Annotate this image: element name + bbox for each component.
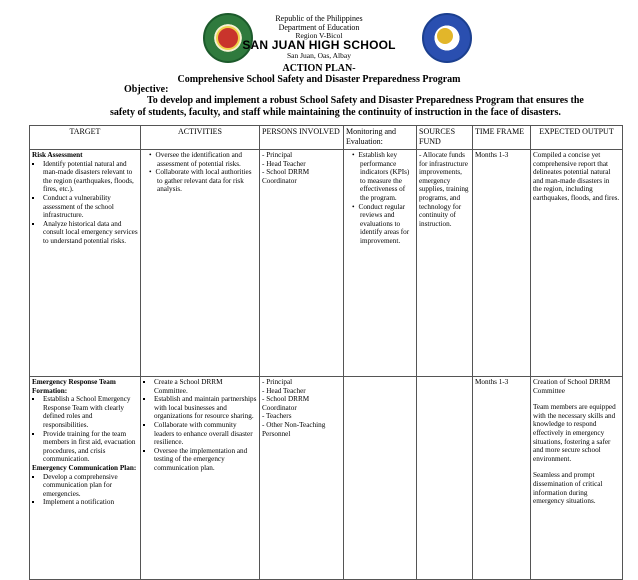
cell-activities	[141, 377, 260, 580]
list-item: ▪ Oversee the implementation and testing of the emergency communication plan.	[154, 447, 257, 473]
cell-monitoring	[344, 377, 417, 580]
cell-target	[30, 150, 141, 377]
plan-subtitle: Comprehensive School Safety and Disaster Preparedness Program	[177, 74, 461, 85]
objective-text: To develop and implement a robust School Safety and Disaster Preparedness Program that ensures the safety of students, faculty, and staff while maintaining the continuity of instruction in the face of disasters.	[110, 95, 584, 118]
header-output: EXPECTED OUTPUT	[531, 126, 623, 150]
list-item: ▪ Identify potential natural and man-made disasters relevant to the region (earthquakes, floods, fires, etc.).	[43, 160, 138, 194]
action-plan-table	[29, 125, 623, 580]
header-sources: SOURCES FUND	[417, 126, 473, 150]
header-time: TIME FRAME	[473, 126, 531, 150]
cell-sources	[417, 377, 473, 580]
list-item: ▪ Establish a School Emergency Response Team with clearly defined roles and responsibilities.	[43, 395, 138, 429]
person-item: - Principal	[262, 378, 293, 386]
list-item: • Oversee the identification and assessment of potential risks.	[157, 151, 257, 168]
school-name: SAN JUAN HIGH SCHOOL	[242, 38, 396, 52]
plan-title: ACTION PLAN-	[282, 63, 356, 74]
cell-activities	[141, 150, 260, 377]
target-title: Emergency Communication Plan:	[32, 463, 137, 472]
list-item: ▪ Conduct a vulnerability assessment of the school infrastructure.	[43, 194, 138, 220]
list-item: ▪ Create a School DRRM Committee.	[154, 378, 257, 395]
header-target: TARGET	[30, 126, 141, 150]
target-title: Emergency Response Team Formation:	[32, 378, 116, 395]
target-title: Risk Assessment	[32, 151, 83, 159]
cell-persons	[260, 150, 344, 377]
person-item: - School DRRM Coordinator	[262, 395, 310, 412]
cell-time: Months 1-3	[473, 377, 531, 580]
cell-output: Compiled a concise yet comprehensive report that delineates potential natural and man-made disasters in the region, including earthquakes, floods, and fires.	[531, 150, 623, 377]
list-item: ▪ Analyze historical data and consult local emergency services to understand potential risks.	[43, 220, 138, 246]
region-line: Region V-Bicol	[295, 31, 343, 40]
cell-time: Months 1-3	[473, 150, 531, 377]
header-monitoring: Monitoring and Evaluation:	[344, 126, 417, 150]
header-activities: ACTIVITIES	[141, 126, 260, 150]
objective-label: Objective:	[124, 84, 169, 95]
table-header-row	[30, 126, 623, 150]
cell-output	[531, 377, 623, 580]
list-item: • Collaborate with local authorities to gather relevant data for risk analysis.	[157, 168, 257, 194]
list-item: ▪ Provide training for the team members in first aid, evacuation procedures, and crisis communication.	[43, 430, 138, 464]
cell-sources: - Allocate funds for infrastructure improvements, emergency supplies, training programs, and technology for continuity of instruction.	[417, 150, 473, 377]
department-line: Department of Education	[278, 23, 360, 32]
cell-persons	[260, 377, 344, 580]
header-persons: PERSONS INVOLVED	[260, 126, 344, 150]
list-item: ▪ Implement a notification	[43, 498, 138, 507]
list-item: ▪ Collaborate with community leaders to enhance overall disaster resilience.	[154, 421, 257, 447]
cell-monitoring	[344, 150, 417, 377]
list-item: • Conduct regular reviews and evaluations to identify areas for improvement.	[360, 203, 414, 246]
republic-line: Republic of the Philippines	[275, 14, 363, 23]
list-item: ▪ Develop a comprehensive communication plan for emergencies.	[43, 473, 138, 499]
output-item: Seamless and prompt dissemination of critical information during emergency situations.	[533, 471, 603, 506]
list-item: ▪ Establish and maintain partnerships with local businesses and organizations for resource sharing.	[154, 395, 257, 421]
person-item: - Principal	[262, 151, 293, 159]
table-row	[30, 377, 623, 580]
person-item: - Head Teacher	[262, 386, 306, 395]
output-item: Team members are equipped with the necessary skills and knowledge to respond effectively in emergency situations, fostering a safer and more secure school environment.	[533, 403, 616, 463]
output-item: Creation of School DRRM Committee	[533, 378, 611, 395]
list-item: • Establish key performance indicators (KPIs) to measure the effectiveness of the program.	[360, 151, 414, 203]
person-item: - Other Non-Teaching Personnel	[262, 420, 326, 438]
person-item: - School DRRM Coordinator	[262, 168, 310, 185]
person-item: - Teachers	[262, 412, 292, 421]
table-row	[30, 150, 623, 377]
school-location: San Juan, Oas, Albay	[287, 51, 351, 60]
cell-target	[30, 377, 141, 580]
person-item: - Head Teacher	[262, 159, 306, 168]
